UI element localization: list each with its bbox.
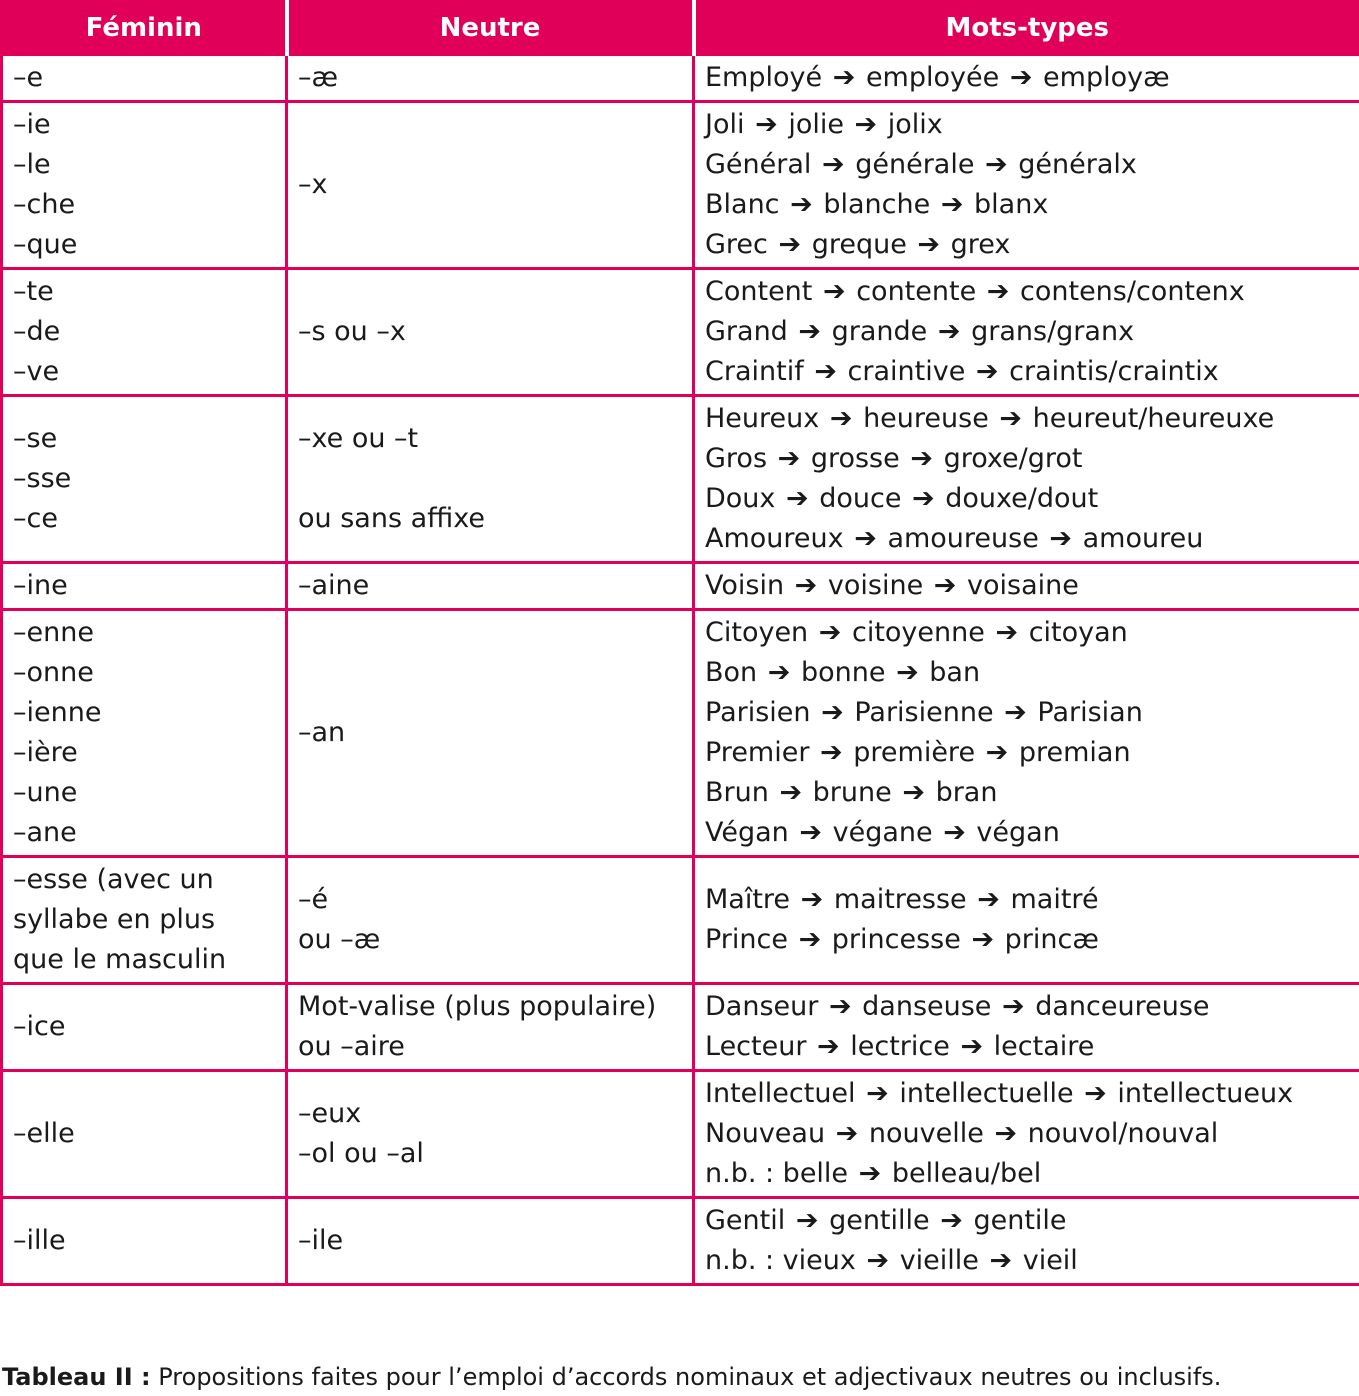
- neutre-suffix: –s ou –x: [298, 316, 406, 347]
- feminin-suffix: –de: [13, 316, 61, 347]
- column-header-mots-types: Mots-types: [694, 2, 1359, 55]
- feminin-suffix: –une: [13, 777, 78, 808]
- example-line: [705, 105, 1349, 145]
- table-row: [2, 55, 1359, 102]
- example-line: [705, 1201, 1349, 1241]
- example-word: Amoureux: [705, 523, 844, 554]
- example-line: [705, 58, 1349, 98]
- example-word: jolie: [788, 109, 844, 140]
- example-word: Blanc: [705, 189, 780, 220]
- example-word: amoureu: [1082, 523, 1204, 554]
- example-line: [705, 272, 1349, 312]
- example-word: végane: [832, 817, 933, 848]
- feminin-suffix: syllabe en plus: [13, 904, 216, 935]
- table-row: [2, 269, 1359, 396]
- feminin-cell: [2, 102, 287, 269]
- example-word: employée: [865, 62, 1000, 93]
- example-line: [705, 773, 1349, 813]
- neutre-cell: [287, 857, 694, 984]
- neutre-suffix: ou –aire: [298, 1031, 405, 1062]
- example-line: [705, 693, 1349, 733]
- example-word: bran: [935, 777, 998, 808]
- arrow-icon: ➔: [910, 443, 933, 474]
- mots-types-cell: [694, 610, 1359, 857]
- feminin-cell: [2, 984, 287, 1071]
- example-word: Maître: [705, 884, 791, 915]
- example-word: maitresse: [833, 884, 967, 915]
- mots-types-cell: [694, 396, 1359, 563]
- example-word: jolix: [887, 109, 943, 140]
- neutre-suffix: –an: [298, 717, 346, 748]
- mots-types-cell: [694, 102, 1359, 269]
- example-word: grex: [950, 229, 1011, 260]
- feminin-suffix: –ce: [13, 503, 58, 534]
- caption-label: Tableau II :: [2, 1363, 151, 1391]
- example-word: Parisienne: [854, 697, 994, 728]
- arrow-icon: ➔: [858, 1158, 882, 1189]
- feminin-suffix: –enne: [13, 617, 94, 648]
- arrow-icon: ➔: [917, 229, 941, 260]
- feminin-cell: [2, 857, 287, 984]
- example-word: maitré: [1010, 884, 1099, 915]
- table-row: [2, 1198, 1359, 1285]
- arrow-icon: ➔: [1002, 991, 1025, 1022]
- example-word: douce: [819, 483, 902, 514]
- arrow-icon: ➔: [820, 737, 843, 768]
- arrow-icon: ➔: [854, 109, 878, 140]
- arrow-icon: ➔: [832, 62, 856, 93]
- neutre-cell: [287, 55, 694, 102]
- example-word: grosse: [810, 443, 900, 474]
- example-word: Gros: [705, 443, 768, 474]
- example-line: [705, 479, 1349, 519]
- example-line: [705, 1074, 1349, 1114]
- column-header-neutre: Neutre: [287, 2, 694, 55]
- example-word: lectaire: [993, 1031, 1095, 1062]
- feminin-suffix: –ice: [13, 1011, 66, 1042]
- example-word: Nouveau: [705, 1118, 826, 1149]
- neutre-suffix: –æ: [298, 62, 339, 93]
- example-word: contente: [856, 276, 977, 307]
- arrow-icon: ➔: [777, 443, 801, 474]
- example-word: Intellectuel: [705, 1078, 856, 1109]
- feminin-suffix: –que: [13, 229, 78, 260]
- example-word: blanche: [823, 189, 931, 220]
- example-word: Gentil: [705, 1205, 786, 1236]
- example-word: générale: [855, 149, 975, 180]
- arrow-icon: ➔: [794, 570, 818, 601]
- arrow-icon: ➔: [779, 777, 803, 808]
- example-word: citoyenne: [851, 617, 985, 648]
- table-header-row: [2, 2, 1359, 55]
- neutre-cell: [287, 984, 694, 1071]
- arrow-icon: ➔: [1009, 62, 1033, 93]
- mots-types-cell: [694, 55, 1359, 102]
- table-row: [2, 1071, 1359, 1198]
- example-word: lectrice: [850, 1031, 950, 1062]
- example-word: gentille: [829, 1205, 930, 1236]
- example-word: généralx: [1018, 149, 1137, 180]
- example-word: contens/contenx: [1020, 276, 1245, 307]
- example-line: [705, 880, 1349, 920]
- example-line: [705, 813, 1349, 853]
- example-line: [705, 613, 1349, 653]
- neutre-suffix: ou sans affixe: [298, 503, 485, 534]
- feminin-cell: [2, 1198, 287, 1285]
- neutre-suffix: –ol ou –al: [298, 1138, 424, 1169]
- example-line: [705, 519, 1349, 559]
- feminin-suffix: –elle: [13, 1118, 75, 1149]
- example-word: craintive: [847, 356, 966, 387]
- arrow-icon: ➔: [985, 149, 1008, 180]
- arrow-icon: ➔: [1084, 1078, 1107, 1109]
- table-row: [2, 984, 1359, 1071]
- example-word: n.b. : belle: [705, 1158, 849, 1189]
- example-word: douxe/dout: [945, 483, 1099, 514]
- example-line: [705, 653, 1349, 693]
- example-word: Grec: [705, 229, 768, 260]
- example-word: vieil: [1022, 1245, 1078, 1276]
- mots-types-cell: [694, 1198, 1359, 1285]
- example-word: Lecteur: [705, 1031, 807, 1062]
- example-word: princæ: [1004, 924, 1099, 955]
- feminin-cell: [2, 269, 287, 396]
- neutre-suffix: –eux: [298, 1098, 362, 1129]
- example-word: princesse: [831, 924, 961, 955]
- example-word: heureuse: [863, 403, 989, 434]
- neutre-cell: [287, 269, 694, 396]
- example-word: Employé: [705, 62, 823, 93]
- arrow-icon: ➔: [896, 657, 919, 688]
- example-word: Bon: [705, 657, 758, 688]
- feminin-suffix: –ine: [13, 570, 68, 601]
- mots-types-cell: [694, 563, 1359, 610]
- neutre-suffix: –é: [298, 884, 329, 915]
- example-word: citoyan: [1028, 617, 1128, 648]
- example-word: Content: [705, 276, 813, 307]
- arrow-icon: ➔: [818, 617, 842, 648]
- arrow-icon: ➔: [940, 1205, 963, 1236]
- example-word: intellectuelle: [899, 1078, 1074, 1109]
- feminin-suffix: –ve: [13, 356, 60, 387]
- arrow-icon: ➔: [989, 1245, 1013, 1276]
- example-word: craintis/craintix: [1009, 356, 1219, 387]
- example-word: Danseur: [705, 991, 819, 1022]
- neutre-suffix: ou –æ: [298, 924, 381, 955]
- table-body: [2, 55, 1359, 1285]
- arrow-icon: ➔: [902, 777, 925, 808]
- feminin-suffix: –esse (avec un: [13, 864, 214, 895]
- example-word: Général: [705, 149, 812, 180]
- example-word: Brun: [705, 777, 769, 808]
- arrow-icon: ➔: [995, 617, 1019, 648]
- feminin-cell: [2, 1071, 287, 1198]
- arrow-icon: ➔: [817, 1031, 840, 1062]
- feminin-suffix: –ille: [13, 1225, 66, 1256]
- arrow-icon: ➔: [940, 189, 964, 220]
- example-word: première: [853, 737, 976, 768]
- example-word: premian: [1018, 737, 1131, 768]
- arrow-icon: ➔: [960, 1031, 984, 1062]
- example-line: [705, 145, 1349, 185]
- example-word: Premier: [705, 737, 810, 768]
- neutre-cell: [287, 102, 694, 269]
- example-word: Joli: [705, 109, 745, 140]
- arrow-icon: ➔: [814, 356, 837, 387]
- neutre-suffix: –aine: [298, 570, 370, 601]
- arrow-icon: ➔: [977, 884, 1000, 915]
- example-word: Parisian: [1037, 697, 1143, 728]
- example-word: greque: [811, 229, 907, 260]
- neutre-cell: [287, 1071, 694, 1198]
- example-line: [705, 987, 1349, 1027]
- example-line: [705, 733, 1349, 773]
- arrow-icon: ➔: [835, 1118, 859, 1149]
- example-line: [705, 1154, 1349, 1194]
- feminin-suffix: –se: [13, 423, 58, 454]
- column-header-feminin: Féminin: [2, 2, 287, 55]
- arrow-icon: ➔: [937, 316, 961, 347]
- feminin-suffix: –ie: [13, 109, 51, 140]
- arrow-icon: ➔: [975, 356, 999, 387]
- example-word: heureut/heureuxe: [1032, 403, 1275, 434]
- example-line: [705, 920, 1349, 960]
- example-word: voisaine: [967, 570, 1079, 601]
- example-word: n.b. : vieux: [705, 1245, 856, 1276]
- neutre-cell: [287, 610, 694, 857]
- caption-text: Propositions faites pour l’emploi d’accords nominaux et adjectivaux neutres ou inclusifs.: [150, 1363, 1222, 1391]
- arrow-icon: ➔: [790, 189, 813, 220]
- example-word: nouvol/nouval: [1027, 1118, 1219, 1149]
- table-row: [2, 857, 1359, 984]
- example-word: belleau/bel: [891, 1158, 1042, 1189]
- arrow-icon: ➔: [800, 884, 824, 915]
- arrow-icon: ➔: [822, 276, 846, 307]
- feminin-suffix: que le masculin: [13, 944, 227, 975]
- mots-types-cell: [694, 984, 1359, 1071]
- example-line: [705, 1241, 1349, 1281]
- example-word: Grand: [705, 316, 788, 347]
- example-line: [705, 225, 1349, 265]
- example-word: bonne: [800, 657, 886, 688]
- feminin-cell: [2, 396, 287, 563]
- arrow-icon: ➔: [798, 316, 822, 347]
- example-word: végan: [976, 817, 1060, 848]
- example-word: Prince: [705, 924, 788, 955]
- neutre-suffix: –ile: [298, 1225, 344, 1256]
- arrow-icon: ➔: [943, 817, 966, 848]
- example-line: [705, 352, 1349, 392]
- example-word: Citoyen: [705, 617, 809, 648]
- example-word: Craintif: [705, 356, 804, 387]
- table-row: [2, 396, 1359, 563]
- arrow-icon: ➔: [912, 483, 935, 514]
- mots-types-cell: [694, 857, 1359, 984]
- arrow-icon: ➔: [755, 109, 778, 140]
- table-row: [2, 563, 1359, 610]
- arrow-icon: ➔: [1004, 697, 1027, 728]
- arrow-icon: ➔: [933, 570, 957, 601]
- arrow-icon: ➔: [999, 403, 1023, 434]
- neutre-suffix: –xe ou –t: [298, 423, 419, 454]
- table-row: [2, 102, 1359, 269]
- feminin-suffix: –onne: [13, 657, 94, 688]
- feminin-suffix: –ière: [13, 737, 78, 768]
- example-line: [705, 312, 1349, 352]
- mots-types-cell: [694, 269, 1359, 396]
- table-row: [2, 610, 1359, 857]
- arrow-icon: ➔: [854, 523, 877, 554]
- arrow-icon: ➔: [798, 924, 822, 955]
- example-word: intellectueux: [1117, 1078, 1294, 1109]
- example-line: [705, 399, 1349, 439]
- arrow-icon: ➔: [994, 1118, 1018, 1149]
- arrow-icon: ➔: [829, 403, 853, 434]
- feminin-suffix: –sse: [13, 463, 72, 494]
- feminin-suffix: –e: [13, 62, 44, 93]
- example-word: vieille: [899, 1245, 979, 1276]
- feminin-cell: [2, 55, 287, 102]
- arrow-icon: ➔: [767, 657, 791, 688]
- neutre-suffix: Mot-valise (plus populaire): [298, 991, 657, 1022]
- example-word: Heureux: [705, 403, 820, 434]
- arrow-icon: ➔: [786, 483, 809, 514]
- example-line: [705, 1114, 1349, 1154]
- example-word: employæ: [1043, 62, 1170, 93]
- example-word: nouvelle: [868, 1118, 984, 1149]
- feminin-suffix: –ienne: [13, 697, 102, 728]
- arrow-icon: ➔: [821, 697, 844, 728]
- example-word: Végan: [705, 817, 789, 848]
- arrow-icon: ➔: [986, 276, 1010, 307]
- example-word: grande: [831, 316, 928, 347]
- arrow-icon: ➔: [866, 1245, 890, 1276]
- example-line: [705, 439, 1349, 479]
- table-caption: [2, 1362, 1221, 1392]
- example-word: grans/granx: [971, 316, 1135, 347]
- arrow-icon: ➔: [985, 737, 1009, 768]
- example-word: danceureuse: [1035, 991, 1210, 1022]
- arrow-icon: ➔: [822, 149, 845, 180]
- example-word: ban: [929, 657, 981, 688]
- example-word: amoureuse: [887, 523, 1039, 554]
- neutre-cell: [287, 563, 694, 610]
- example-line: [705, 1027, 1349, 1067]
- arrow-icon: ➔: [799, 817, 823, 848]
- arrow-icon: ➔: [828, 991, 852, 1022]
- example-word: blanx: [974, 189, 1049, 220]
- feminin-suffix: –te: [13, 276, 54, 307]
- arrow-icon: ➔: [778, 229, 802, 260]
- arrow-icon: ➔: [795, 1205, 819, 1236]
- example-word: Voisin: [705, 570, 785, 601]
- example-word: brune: [812, 777, 892, 808]
- example-word: Doux: [705, 483, 776, 514]
- example-word: groxe/grot: [943, 443, 1083, 474]
- example-line: [705, 566, 1349, 606]
- arrow-icon: ➔: [1049, 523, 1073, 554]
- example-word: danseuse: [862, 991, 992, 1022]
- neutre-suffix: –x: [298, 169, 328, 200]
- example-word: gentile: [973, 1205, 1067, 1236]
- arrow-icon: ➔: [866, 1078, 889, 1109]
- neutre-cell: [287, 1198, 694, 1285]
- example-word: Parisien: [705, 697, 811, 728]
- feminin-cell: [2, 563, 287, 610]
- example-word: voisine: [827, 570, 924, 601]
- neutre-suffix: [298, 459, 682, 499]
- arrow-icon: ➔: [971, 924, 995, 955]
- feminin-suffix: –ane: [13, 817, 77, 848]
- mots-types-cell: [694, 1071, 1359, 1198]
- neutre-cell: [287, 396, 694, 563]
- feminin-suffix: –le: [13, 149, 51, 180]
- example-line: [705, 185, 1349, 225]
- feminin-suffix: –che: [13, 189, 76, 220]
- feminin-cell: [2, 610, 287, 857]
